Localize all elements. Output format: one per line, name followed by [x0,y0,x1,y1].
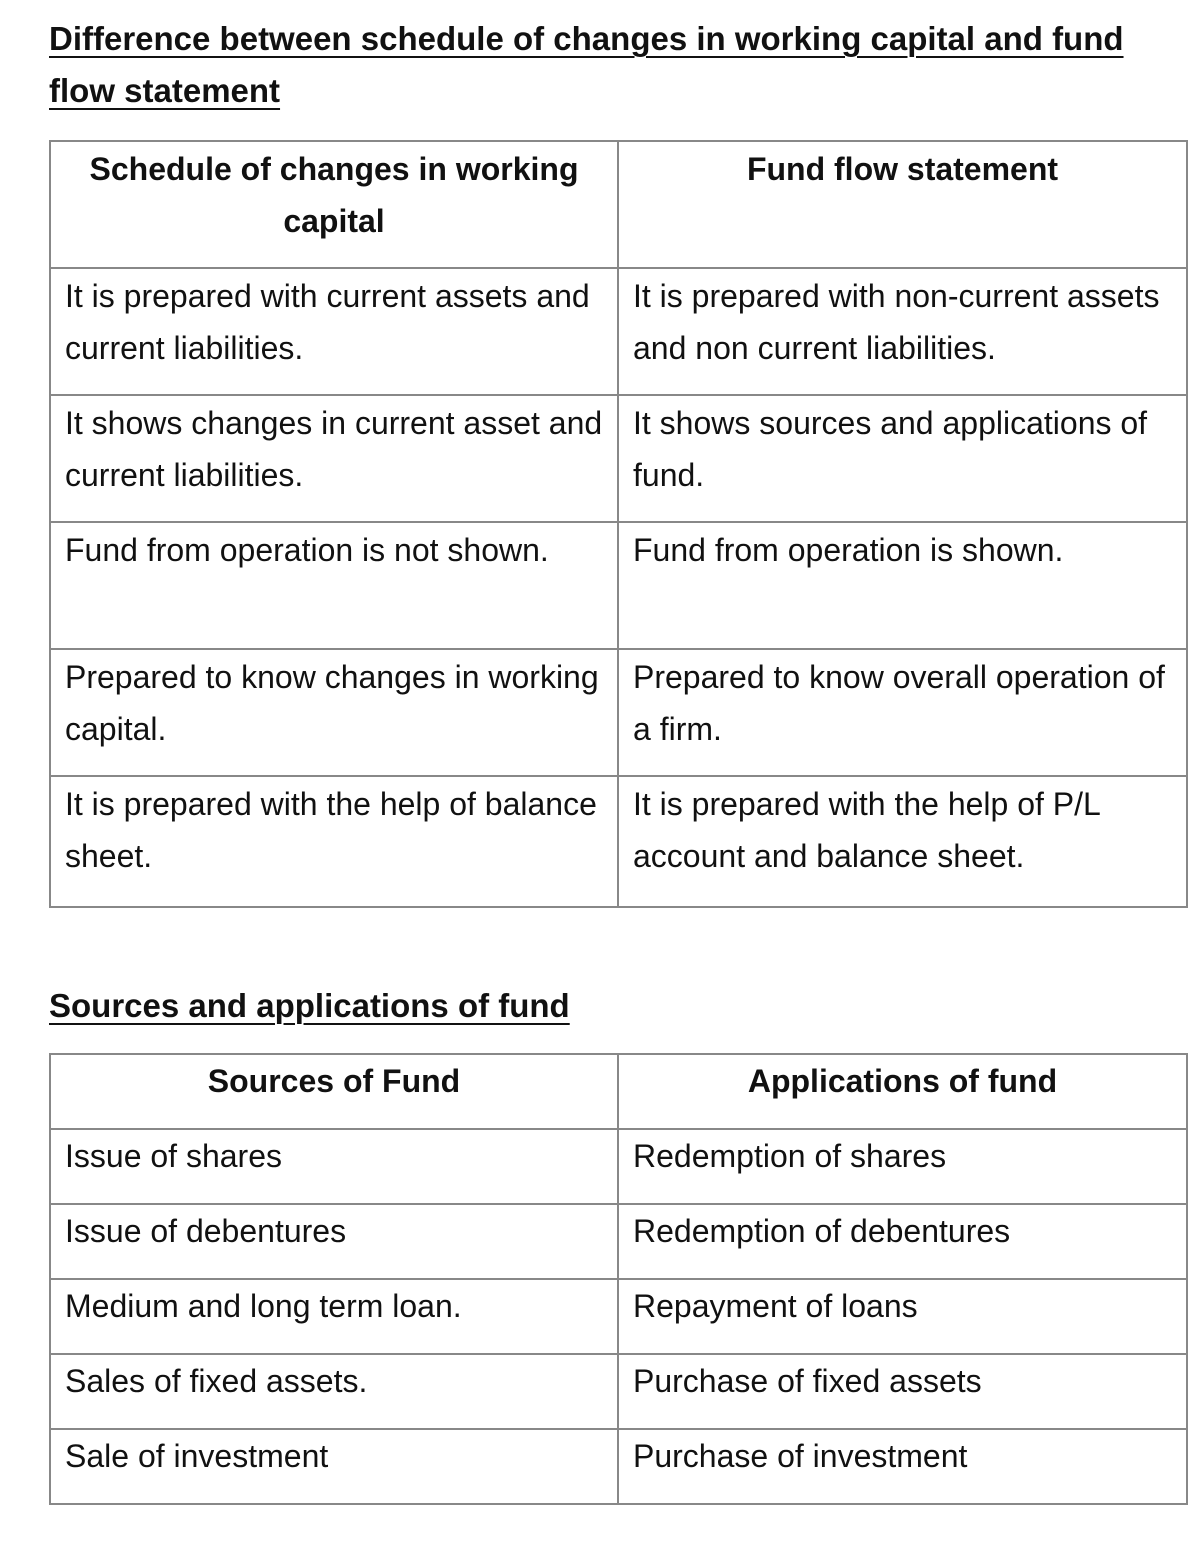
section-title-sources-applications: Sources and applications of fund [49,987,570,1024]
table-cell: Fund from operation is not shown. [50,522,618,649]
table-cell: Redemption of debentures [618,1204,1187,1279]
table-row [50,1354,1187,1429]
sources-applications-table [49,1053,1188,1505]
table-cell: Purchase of fixed assets [618,1354,1187,1429]
table-row [50,1279,1187,1354]
table-row [50,1129,1187,1204]
column-header: Schedule of changes in working capital [50,141,618,268]
column-header: Fund flow statement [618,141,1187,268]
table-cell: It shows sources and applications of fund. [618,395,1187,522]
table-cell: Medium and long term loan. [50,1279,618,1354]
table-cell: Prepared to know overall operation of a firm. [618,649,1187,776]
column-header: Sources of Fund [50,1054,618,1129]
table-header-row [50,141,1187,268]
table-cell: Purchase of investment [618,1429,1187,1504]
table-row [50,395,1187,522]
table-row [50,268,1187,395]
column-header: Applications of fund [618,1054,1187,1129]
table-cell: Issue of debentures [50,1204,618,1279]
table-cell: It is prepared with the help of balance sheet. [50,776,618,907]
table-cell: It is prepared with non-current assets and non current liabilities. [618,268,1187,395]
table-header-row [50,1054,1187,1129]
table-cell: Sales of fixed assets. [50,1354,618,1429]
table-cell: It is prepared with the help of P/L account and balance sheet. [618,776,1187,907]
table-cell: Fund from operation is shown. [618,522,1187,649]
table-cell: It is prepared with current assets and current liabilities. [50,268,618,395]
table-cell: Prepared to know changes in working capital. [50,649,618,776]
table-row [50,1204,1187,1279]
table-cell: Repayment of loans [618,1279,1187,1354]
section-title-difference: Difference between schedule of changes in working capital and fund flow statement [49,20,1124,109]
table-cell: It shows changes in current asset and current liabilities. [50,395,618,522]
table-cell: Sale of investment [50,1429,618,1504]
table-row [50,649,1187,776]
table-row [50,776,1187,907]
table-row [50,522,1187,649]
table-cell: Issue of shares [50,1129,618,1204]
table-cell: Redemption of shares [618,1129,1187,1204]
comparison-table [49,140,1188,908]
table-row [50,1429,1187,1504]
